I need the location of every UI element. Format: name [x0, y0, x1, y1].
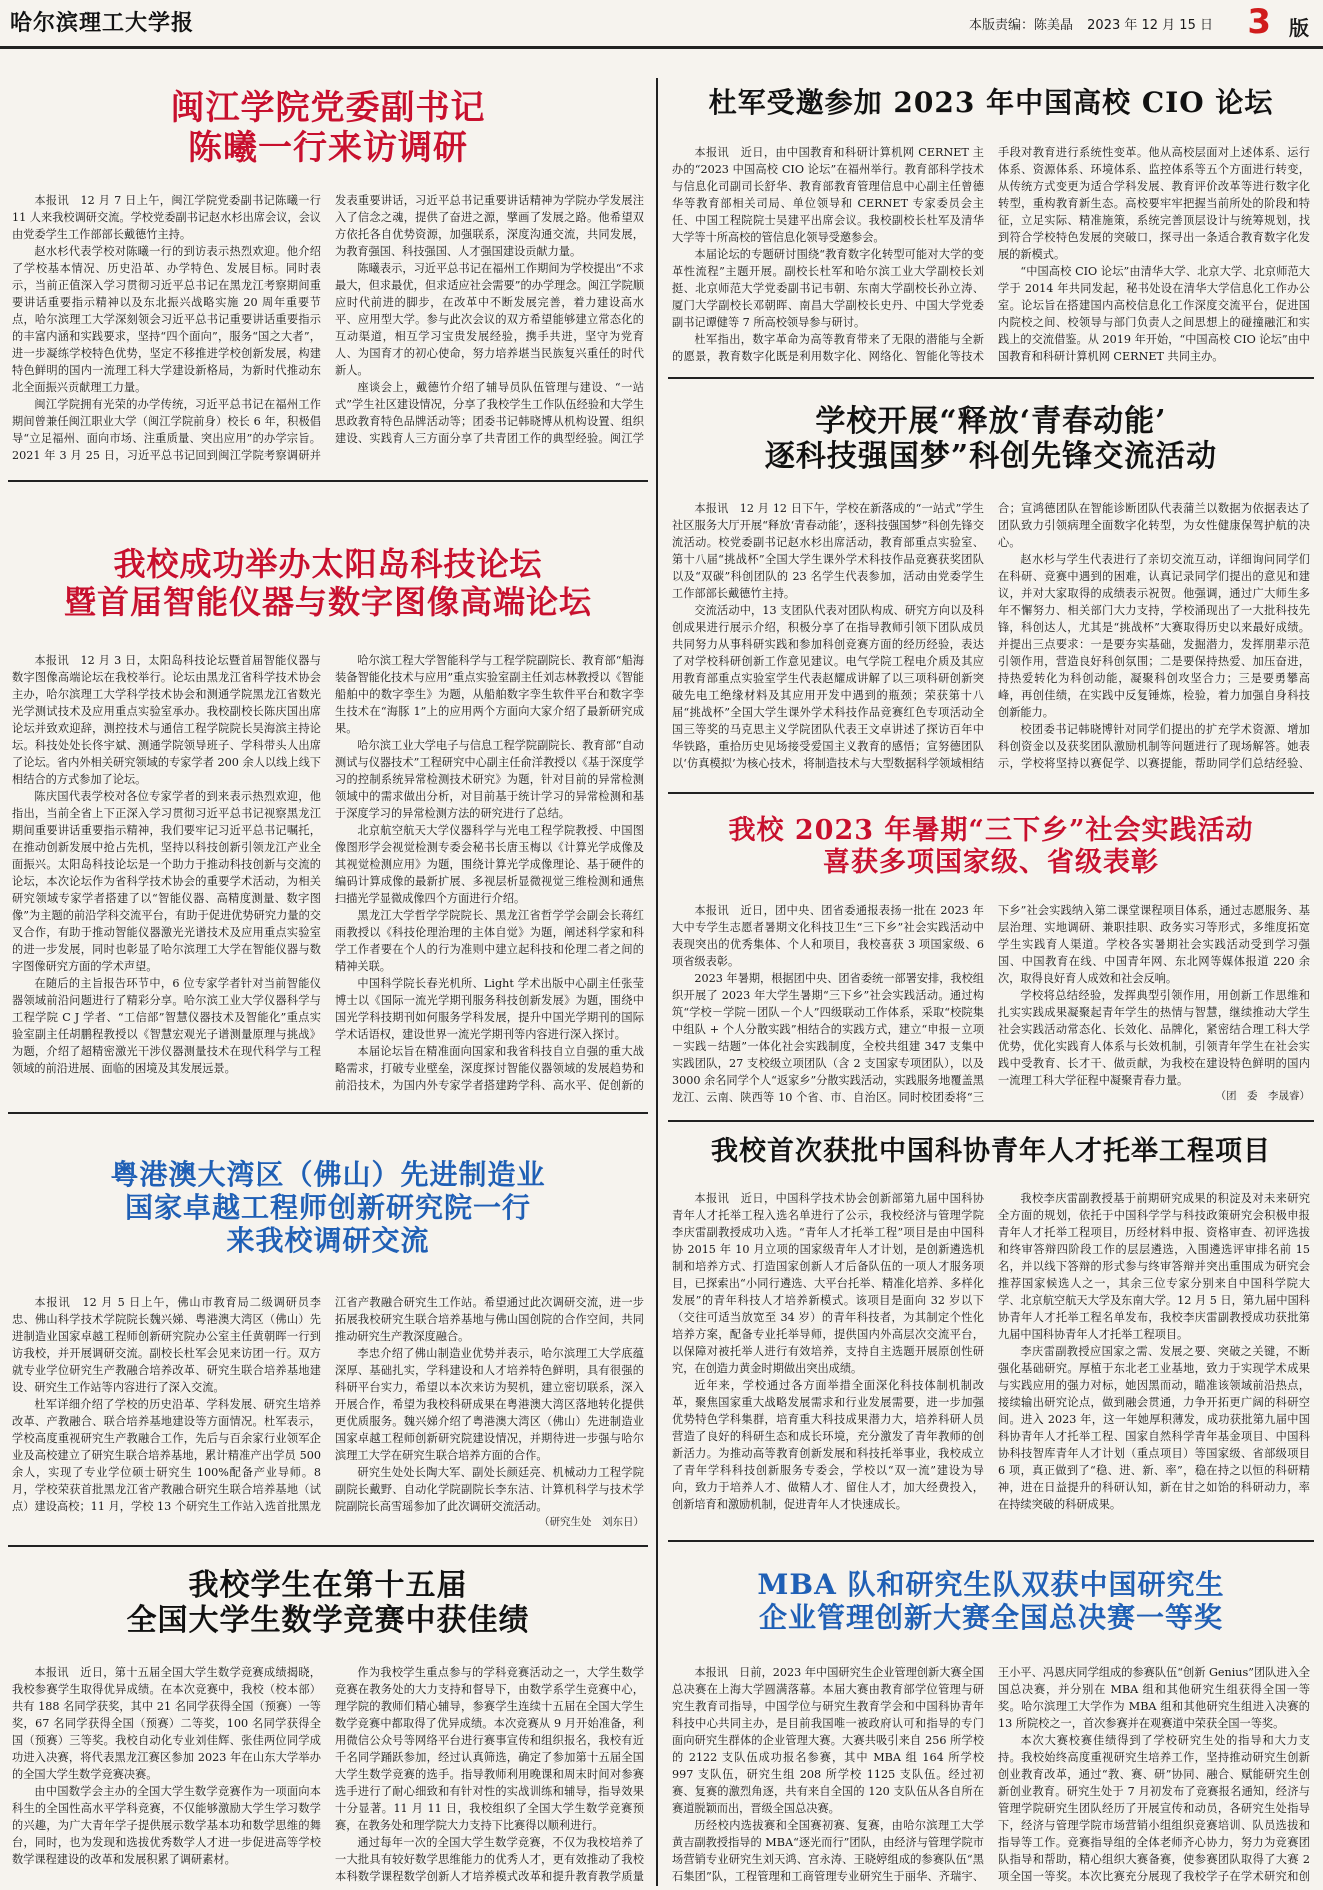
a3-title-line2: 国家卓越工程师创新研究院一行	[124, 1191, 531, 1225]
b2-paragraph: 校团委书记韩晓博针对同学们提出的扩充学术资源、增加科创资金以及获奖团队激励机制等问题进行了现场解答。她表示，学校将坚持以赛促学、以赛提能，帮助同学们总结经验、	[998, 723, 1310, 771]
a2-paragraph: 哈尔滨工程大学智能科学与工程学院副院长、教育部“船海装备智能化技术与应用”重点实验室副主任刘志林教授以《智能船舶中的数字孪生》为题，从船舶数字孪生软件平台和数字孪生技术在“海豚 1”上的应用两个方面向大家介绍了最新研究成果。	[335, 654, 644, 736]
b1-paragraph: 杜军指出，数字革命为高等教育带来了无限的潜能与全新的愿景，教育数字化既是利用数字化、网络化、智能化等技术手段对教育进行系统性变革。他从高校层面对上述体系、运行体系、资源体系、环境体系、监控体系等五个方面进行转变，从传统方式变更为适合学科发展、教育评价改革等进行数字化转型，重构教育新生态。高校要牢牢把握当前所处的阶段和特征，立足实际、精准施策，系统完善顶层设计与统筹规划，找到符合学校特色发展的突破口，探寻出一条适合教育数字化发展的新模式。	[672, 146, 1310, 364]
b4-paragraph: 近年来，学校通过各方面举措全面深化科技体制机制改革，聚焦国家重大战略发展需求和行业发展需要，进一步加强优势特色学科集群，培育重大科技成果潜力大，培养科研人员营造了良好的科研生态和成长环境，充分激发了青年教师的创新活力。为推动高等教育创新发展和科技托举事业，我校成立了青年学科科技创新服务专委会，学校以“双一流”建设为导向，致力于培养人才、做精人才、留住人才，加大经费投入，创新培育和激励机制，促进青年人才快速成长。	[672, 1379, 984, 1512]
article-b2-body	[672, 500, 1310, 788]
a3-title-line3: 来我校调研交流	[226, 1224, 430, 1258]
a3-paragraph: 本报讯 12 月 5 日上午，佛山市教育局二级调研员李忠、佛山科学技术学院院长魏兴娣、粤港澳大湾区（佛山）先进制造业国家卓越工程师创新研究院办公室主任黄朝晖一行到访我校，并开展调研交流。副校长杜军会见来访团一行。双方就专业学位研究生产教融合培养改革、研究生联合培养基地建设、研究生工作站等内容进行了深入交流。	[12, 1296, 321, 1395]
a3-paragraph: 杜军详细介绍了学校的历史沿革、学科发展、研究生培养改革、产教融合、联合培养基地建设等方面情况。杜军表示，学校高度重视研究生产教融合工作，先后与百余家行业领军企业及高校建立了研究生联合培养基地，累计精准产出学员 500 余人，实现了专业学位硕士研究生 100%配备产业导师。8 月，学校荣获首批黑龙江省产教融合研究生联合培养基地（试点）建设高校；11 月，学校 13 个研究生工作站入选首批黑龙江省产教融合研究生工作站。希望通过此次调研交流，进一步拓展我校研究生联合培养基地与佛山国创院的合作空间，共同推动研究生产教深度融合。	[12, 1296, 644, 1514]
divider-left-2	[8, 1112, 648, 1114]
a3-paragraph: 研究生处处长陶大军、副处长颜廷亮、机械动力工程学院副院长戴野、自动化学院副院长李东洁、计算机科学与技术学院副院长高雪瑶参加了此次调研交流活动。	[335, 1466, 644, 1514]
article-b3-title	[668, 815, 1314, 891]
article-a1-title	[10, 88, 646, 178]
page-suffix: 版	[1289, 16, 1309, 40]
a2-paragraph: 黑龙江大学哲学学院院长、黑龙江省哲学学会副会长蒋红雨教授以《科技伦理治理的主体自觉》为题，阐述科学家和科学工作者要在个人的行为准则中建立起科技和伦理二者之间的精神关联。	[335, 909, 644, 974]
b2-title-line1: 学校开展“释放‘青春动能’	[815, 404, 1167, 439]
a2-paragraph: 本报讯 12 月 3 日，太阳岛科技论坛暨首届智能仪器与数字图像高端论坛在我校举行。论坛由黑龙江省科学技术协会主办，哈尔滨理工大学科学技术协会和测通学院黑龙江省数光光学测试技术及应用重点实验室承办。我校副校长陈庆国出席论坛并致欢迎辞，测控技术与通信工程学院院长吴海滨主持论坛。科技处处长佟宇斌、测通学院领导班子、学科带头人出席了论坛。省内外相关研究领域的专家学者 200 余人以线上线下相结合的方式参加了论坛。	[12, 654, 321, 787]
article-a4-body	[12, 1664, 644, 1886]
b1-paragraph: “中国高校 CIO 论坛”由清华大学、北京大学、北京师范大学于 2014 年共同发起，秘书处设在清华大学信息化工作办公室。论坛旨在搭建国内高校信息化工作深度交流平台，促进国内院校之间、校领导与部门负责人之间思想上的碰撞融汇和实践上的交流借鉴。从 2019 年开始，“中国高校 CIO 论坛”由中国教育和科研计算机网 CERNET 共同主办。	[998, 265, 1310, 364]
a2-paragraph: 哈尔滨工业大学电子与信息工程学院副院长、教育部“自动测试与仪器技术”工程研究中心副主任俞洋教授以《基于深度学习的控制系统异常检测技术研究》为题，针对目前的异常检测领域中的需求做出分析，对目前基于统计学习的异常检测和基于深度学习的异常检测方法的研究进行了总结。	[335, 739, 644, 821]
center-divider	[656, 78, 658, 1886]
issue-info	[959, 14, 1213, 33]
b3-paragraph: 2023 年暑期，根据团中央、团省委统一部署安排，我校组织开展了 2023 年大学生暑期“三下乡”社会实践活动。通过构筑“学校－学院－团队－个人”四级联动工作体系，采取“校院集中组队 + 个人分散实践”相结合的实践方式，建立“申报－立项－实践－结题”一体化社会实践制度，全校共组建 347 支集中实践团队，27 支校级立项团队（含 2 支国家专项团队），以及 3000 余名同学个人“返家乡”分散实践活动，实践服务地覆盖黑龙江、云南、陕西等 10 个省、市、自治区。同时校团委将“三下乡”社会实践纳入第二课堂课程项目体系，通过志愿服务、基层治理、实地调研、兼职挂职、政务实习等形式，多维度拓宽学生实践育人渠道。学校各实暑期社会实践活动受到学习强国、中国教育在线、中国青年网、东北网等媒体报道 220 余次，取得良好育人成效和社会反响。	[672, 904, 1310, 1105]
a3-title-line1: 粤港澳大湾区（佛山）先进制造业	[110, 1158, 546, 1191]
b5-title-line2: 企业管理创新大赛全国总决赛一等奖	[758, 1601, 1223, 1635]
b5-paragraph: 历经校内选拔赛和全国赛初赛、复赛，由哈尔滨理工大学黄吉副教授指导的 MBA“逐光而行”团队，由经济与管理学院市场营销专业研究生刘天鸿、宫永涛、王晓婷组成的参赛队伍“黑石集团”队，工程管理和工商管理专业研究生于丽华、齐瑞宇、王小平、冯恩庆同学组成的参赛队伍“创新 Genius”团队进入全国总决赛，并分别在 MBA 组和其他研究生组获得全国一等奖。哈尔滨理工大学作为 MBA 组和其他研究生组进入决赛的 13 所院校之一，首次参赛并在观赛道中荣获全国一等奖。	[672, 1666, 1310, 1884]
a4-title-line2: 全国大学生数学竞赛中获佳绩	[126, 1603, 530, 1639]
b4-paragraph: 本报讯 近日，中国科学技术协会创新部第九届中国科协青年人才托举工程入选名单进行了公示，我校经济与管理学院李庆雷副教授成功入选。“青年人才托举工程”项目是由中国科协 2015 年 10 月立项的国家级青年人才计划，是创新遴选机制和培养方式、打造国家创新人才后备队伍的一项人才服务项目，已探索出“小同行遴选、大平台托举、精准化培养、多样化发展”的青年科技人才培养新模式。该项目是面向 32 岁以下（交往可适当放宽至 34 岁）的青年科技者，为其制定个性化培养方案，配备专业托举导师，提供国内外高层次交流平台，以保障对被托举人进行有效培养，支持自主选题开展原创性研究，在创造力黄金时期做出突出成绩。	[672, 1192, 984, 1376]
a4-paragraph: 本报讯 近日，第十五届全国大学生数学竞赛成绩揭晓，我校参赛学生取得优异成绩。在本次竞赛中，我校（校本部）共有 188 名同学获奖，其中 21 名同学获得全国（预赛）一等奖，67 名同学获得全国（预赛）二等奖，100 名同学获得全国（预赛）三等奖。我校自动化专业刘佳辉、张佳两位同学成功进入决赛，将代表黑龙江赛区参加 2023 年在山东大学举办的全国大学生数学竞赛决赛。	[12, 1666, 321, 1782]
article-b1-title	[668, 86, 1314, 130]
divider-left-3	[8, 1545, 648, 1547]
header-rule	[0, 46, 1323, 49]
a4-paragraph: 作为我校学生重点参与的学科竞赛活动之一，大学生数学竞赛在教务处的大力支持和督导下，由数学系学生竞赛中心，理学院的教师们精心辅导，参赛学生连续十五届在全国大学生数学竞赛中都取得了优异成绩。本次竞赛从 9 月开始准备，利用微信公众号等网络平台进行赛事宣传和组织报名，我校有近千名同学踊跃参加，经过认真筛选，确定了参加第十五届全国大学生数学竞赛的选手。指导教师利用晚课和周末时间对参赛选手进行了耐心细致和有针对性的实战训练和辅导，指导效果十分显著。11 月 11 日，我校组织了全国大学生数学竞赛预赛，在教务处和理学院大力支持下比赛得以顺利进行。	[335, 1666, 644, 1833]
article-a4-title	[10, 1568, 646, 1654]
a1-title-line2: 陈曦一行来访调研	[188, 128, 468, 169]
divider-right-4	[668, 1540, 1314, 1542]
b2-paragraph: 本报讯 12 月 12 日下午，学校在新落成的“一站式”学生社区服务大厅开展“释放‘青春动能’，逐科技强国梦”科创先锋交流活动。校党委副书记赵水杉出席活动，教育部重点实验室、第十八届“挑战杯”全国大学生课外学术科技作品竞赛获奖团队以及“双碳”科创团队的 23 名学生代表参加，活动由党委学生工作部部长戴德竹主持。	[672, 502, 984, 601]
article-b2-title	[668, 404, 1314, 488]
b3-title-line1: 我校 2023 年暑期“三下乡”社会实践活动	[728, 815, 1254, 846]
a1-paragraph: 赵水杉代表学校对陈曦一行的到访表示热烈欢迎。他介绍了学校基本情况、历史沿革、办学特色、发展目标。同时表示，当前正值深入学习贯彻习近平总书记在黑龙江考察期间重要讲话重要指示精神以及东北振兴战略实施 20 周年重要节点，哈尔滨理工大学深刻领会习近平总书记重要讲话重要指示的丰富内涵和实践要求，坚持“四个面向”，服务“国之大者”，进一步凝练学校特色优势，坚定不移推进学校创新发展，构建特色鲜明的国内一流理工科大学建设新格局，为新时代推动东北全面振兴贡献理工力量。	[12, 245, 321, 395]
a4-paragraph: 由中国数学会主办的全国大学生数学竞赛作为一项面向本科生的全国性高水平学科竞赛，不仅能够激励大学生学习数学的兴趣，为广大青年学子提供展示数学基本功和数学思维的舞台，同时，也为发现和选拔优秀数学人才进一步促进高等学校数学课程建设的改革和发展积累了调研素材。	[12, 1785, 321, 1867]
b3-paragraph: 学校将总结经验，发挥典型引领作用，用创新工作思维和扎实实践成果凝聚起青年学生的热情与智慧，继续推动大学生社会实践活动常态化、长效化、品牌化，紧密结合理工科大学优势，优化实践育人体系与长效机制，引领青年学生在社会实践中受教育、长才干、做贡献，为我校在建设特色鲜明的国内一流理工科大学征程中凝聚青春力量。	[998, 989, 1310, 1088]
b3-paragraph: 本报讯 近日，团中央、团省委通报表扬一批在 2023 年大中专学生志愿者暑期文化科技卫生“三下乡”社会实践活动中表现突出的优秀集体、个人和项目，我校喜获 3 项国家级、6 项省级表彰。	[672, 904, 984, 969]
b5-title-line1: MBA 队和研究生队双获中国研究生	[757, 1568, 1225, 1601]
a4-title-line1: 我校学生在第十五届	[188, 1568, 468, 1603]
a2-paragraph: 在随后的主旨报告环节中，6 位专家学者针对当前智能仪器领域前沿问题进行了精彩分享。哈尔滨工业大学仪器科学与工程学院 C J 学者、“工信部”智慧仪器技术及智能化”重点实验室副主任胡鹏程教授以《智慧宏观光子谱测量原理与挑战》为题，介绍了超精密激光干涉仪器测量技术在现代科学与工程领域的前沿进展、面临的困境及其发展远景。	[12, 977, 321, 1076]
b2-paragraph: 交流活动中，13 支团队代表对团队构成、研究方向以及科创成果进行展示介绍，积极分享了在指导教师引领下团队成员共同努力从事科研实践和参加科创竞赛方面的经历经验，表达了对学校科研创新工作意见建议。电气学院工程电介质及其应用教育部重点实验室学生代表赵耀成讲解了以三项科研创新突破先电工绝缘材料及其应用开发中遇到的瓶颈；荣获第十八届“挑战杯”全国大学生课外学术科技作品竞赛红色专项活动全国三等奖的马克思主义学院团队代表王文卓讲述了探访百年中华铁路，重拾历史见场接受爱国主义教育的感悟；宣努德团队以‘仿真模拟’为核心技术，将制造技术与大型数据科学领域相结合；宣鸿德团队在智能诊断团队代表蒲兰以数据为依据表达了团队致力引领病理全面数字化转型，为女性健康保驾护航的决心。	[672, 502, 1310, 771]
b5-paragraph: 本报讯 日前，2023 年中国研究生企业管理创新大赛全国总决赛在上海大学圆满落幕。本届大赛由教育部学位管理与研究生教育司指导，中国学位与研究生教育学会和中国科协青年科技中心共同主办，是目前我国唯一被政府认可和指导的专门面向研究生群体的企业管理大赛。大赛共吸引来自 256 所学校的 2122 支队伍成功报名参赛，其中 MBA 组 164 所学校 997 支队伍，研究生组 208 所学校 1125 支队伍。经过初赛、复赛的激烈角逐，共有来自全国的 120 支队伍从各自所在赛道脱颖而出，晋级全国总决赛。	[672, 1666, 984, 1816]
b3-credit: （团 委 李晟睿）	[1215, 1090, 1310, 1103]
article-b3-body	[672, 902, 1310, 1116]
b5-paragraph: 本次大赛校赛佳绩得到了学校研究生处的指导和大力支持。我校始终高度重视研究生培养工作，坚持推动研究生创新创业教育改革，通过“教、赛、研”协同、融合、赋能研究生创新创业教育。研究生处于 7 月初发布了竞赛报名通知，经济与管理学院研究生团队经历了开展宣传和动员，各研究生处指导下，经济与管理学院市场营销小组组织竞赛培训、队员选拔和指导等工作。竞赛指导组的全体老师齐心协力，努力为竞赛团队指导和帮助，精心组织大赛备赛，使参赛团队取得了大赛 2 项全国一等奖。本次比赛充分展现了我校学子在学术研究和创	[998, 1734, 1310, 1884]
divider-right-1	[668, 377, 1314, 379]
masthead-logo: 哈尔滨理工大学报	[10, 10, 195, 36]
article-a3-body	[12, 1294, 644, 1540]
b2-title-line2: 逐科技强国梦”科创先锋交流活动	[764, 439, 1218, 475]
a1-paragraph: 闽江学院拥有光荣的办学传统，习近平总书记在福州工作期间曾兼任闽江职业大学（闽江学院前身）校长 6 年，积极倡导“立足福州、面向市场、注重质量、突出应用”的办学宗旨。2021 年 3 月 25 日，习近平总书记回到闽江学院考察调研并发表重要讲话，习近平总书记重要讲话精神为学院办学发展注入了信念之魂，提供了奋进之源，擘画了发展之路。他希望双方依托各自优势资源，加强联系，深度沟通交流，共同发展，为教育强国、科技强国、人才强国建设贡献力量。	[12, 194, 644, 463]
article-a1-body	[12, 192, 644, 474]
a2-paragraph: 北京航空航天大学仪器科学与光电工程学院教授、中国图像图形学会视觉检测专委会秘书长唐玉梅以《计算光学成像及其视觉检测应用》为题，围绕计算光学成像理论、基于硬件的编码计算成像的最新扩展、多视层析显微视觉三维检测和通焦扫描光学显微成像四个方面进行介绍。	[335, 824, 644, 906]
a2-paragraph: 中国科学院长春光机所、Light 学术出版中心副主任张莹博士以《国际一流光学期刊服务科技创新发展》为题，围绕中国光学科技期刊如何服务学科发展，提升中国光学期刊的国际学术话语权，建设世界一流光学期刊等内容进行深入探讨。	[335, 977, 644, 1042]
b1-paragraph: 本届论坛的专题研讨围绕“教育数字化转型可能对大学的变革性流程”主题开展。副校长杜军和哈尔滨工业大学副校长刘挺、北京师范大学党委副书记韦朝、东南大学副校长孙立涛、厦门大学副校长邓朝晖、南昌大学副校长史丹、中国大学党委副书记谭健等 7 所高校领导参与研讨。	[672, 248, 984, 330]
article-a2-body	[12, 652, 644, 1106]
divider-right-2	[668, 792, 1314, 794]
b4-paragraph: 我校李庆雷副教授基于前期研究成果的积淀及对未来研究全方面的规划，依托于中国科学学与科技政策研究会积极申报青年人才托举工程项目，历经材料申报、资格审查、初评选拔和终审答辩四阶段工作的层层遴选，入围遴选评审排名前 15 名，并以线下答辩的形式参与终审答辩并突出重围成为研究会推荐国家候选人之一，其余三位专家分别来自中国科学院大学、北京航空航天大学及东南大学。12 月 5 日，第九届中国科协青年人才托举工程名单发布，我校李庆雷副教授成功获批第九届中国科协青年人才托举工程项目。	[998, 1192, 1310, 1342]
article-a3-title	[10, 1158, 646, 1284]
a2-title-line1: 我校成功举办太阳岛科技论坛	[113, 546, 543, 583]
b2-paragraph: 赵水杉与学生代表进行了亲切交流互动，详细询问同学们在科研、竞赛中遇到的困难，认真记录同学们提出的意见和建议，并对大家取得的成绩表示祝贺。他强调，通过广大师生多年不懈努力、相关部门大力支持，学校涌现出了一大批科技先锋，科创达人，尤其是“挑战杯”大赛取得历史以来最好成绩。并提出三点要求：一是要夯实基础，发掘潜力，发挥朋辈示范引领作用，营造良好科创氛围；二是要保持热爱、加压奋进，持热爱转化为科创动能，凝聚科创攻坚合力；三是要勇攀高峰，再创佳绩，在实践中反复锤炼，检验，着力加强自身科技创新能力。	[998, 553, 1310, 720]
article-b5-title	[668, 1568, 1314, 1652]
a3-credit: （研究生处 刘东日）	[539, 1516, 644, 1529]
a1-paragraph: 本报讯 12 月 7 日上午，闽江学院党委副书记陈曦一行 11 人来我校调研交流。学校党委副书记赵水杉出席会议，会议由党委学生工作部部长戴德竹主持。	[12, 194, 321, 242]
divider-right-3	[668, 1120, 1314, 1122]
b4-paragraph: 李庆雷副教授应国家之需、发展之要、突破之关键，不断强化基础研究。厚植于东北老工业基地，致力于实现学术成果与实践应用的强力对标，她因黑而动，瞄准该领域前沿热点，接续输出研究论点，做到融会贯通，力争开拓更广阔的科研空间。进入 2023 年，这一年她厚积薄发，成功获批第九届中国科协青年人才托举工程、国家自然科学青年基金项目、中国科协科技智库青年人才计划（重点项目）等国家级、省部级项目 6 项，真正做到了“稳、进、新、率”，稳在持之以恒的科研精神，进在日益提升的科研认知，新在甘之如饴的科研动力，率在持续突破的科研成果。	[998, 1345, 1310, 1512]
article-b5-body	[672, 1664, 1310, 1886]
b3-title-line2: 喜获多项国家级、省级表彰	[823, 846, 1159, 878]
b1-title-line: 杜军受邀参加 2023 年中国高校 CIO 论坛	[708, 86, 1274, 119]
a2-paragraph: 本届论坛旨在精准面向国家和我省科技自立自强的重大战略需求，打破专业壁垒，深度探讨智能仪器领域的发展趋势和前沿技术，为国内外专家学者搭建跨学科、高水平、促创新的	[335, 1045, 644, 1093]
page-number: 3	[1247, 2, 1271, 42]
article-b4-title	[668, 1136, 1314, 1180]
a1-paragraph: 座谈会上，戴德竹介绍了辅导员队伍管理与建设、“一站式”学生社区建设情况，分享了我校学生工作队伍经验和大学生思政教育特色品牌活动等；团委书记韩晓博从机构设置、组织建设、实践育人三方面分享了共青团工作的典型经验。闽江学	[335, 381, 644, 446]
divider-left-1	[8, 480, 648, 482]
article-b1-body	[672, 144, 1310, 372]
a3-paragraph: 李忠介绍了佛山制造业优势并表示，哈尔滨理工大学底蕴深厚、基础扎实，学科建设和人才培养特色鲜明，具有很强的科研平台实力，希望以本次来访为契机，建立密切联系，深入开展合作，希望为我校科研成果在粤港澳大湾区落地转化提供更优质服务。魏兴娣介绍了粤港澳大湾区（佛山）先进制造业国家卓越工程师创新研究院建设情况，并期待进一步强与哈尔滨理工大学在研究生联合培养方面的合作。	[335, 1347, 644, 1463]
b1-paragraph: 本报讯 近日，由中国教育和科研计算机网 CERNET 主办的“2023 中国高校 CIO 论坛”在福州举行。教育部科学技术与信息化司副司长舒华、教育部教育管理信息中心副主任曾德华等教育部相关司局、单位领导和 CERNET 专家委员会主任、中国工程院院士吴建平出席会议。我校副校长杜军及清华大学等十所高校的管信息化领导受邀参会。	[672, 146, 984, 245]
issue-date: 2023 年 12 月 15 日	[1087, 18, 1213, 33]
a1-paragraph: 陈曦表示，习近平总书记在福州工作期间为学校提出“不求最大，但求最优，但求适应社会需要”的办学理念。闽江学院顺应时代前进的脚步，在改革中不断发展完善，着力建设高水平、应用型大学。参与此次会议的双方希望能够建立常态化的互动渠道，相互学习宝贵发展经验，携手共进，坚守为党育人、为国育才的初心使命，努力培养堪当民族复兴重任的时代新人。	[335, 262, 644, 378]
article-a2-title	[10, 546, 646, 632]
a1-title-line1: 闽江学院党委副书记	[170, 88, 486, 128]
a4-paragraph: 通过每年一次的全国大学生数学竞赛，不仅为我校培养了一大批具有较好数学思维能力的优秀人才，更有效推动了我校本科数学课程数学创新人才培养模式改革和提升教育教学质量	[335, 1836, 644, 1884]
a2-paragraph: 陈庆国代表学校对各位专家学者的到来表示热烈欢迎，他指出，当前全省上下正深入学习贯彻习近平总书记视察黑龙江期间重要讲话重要指示精神，我们要牢记习近平总书记嘱托，在推动创新发展中抢占先机，坚持以科技创新引领龙江产业全面振兴。太阳岛科技论坛是一个助力于推动科技创新与交流的论坛，本次论坛作为省科学技术协会的重要学术活动，为相关研究领域专家学者搭建了以“智能仪器、高精度测量、数字图像”为主题的前沿学科交流平台，有助于促进优势研究力量的交叉合作，有助于推动智能仪器激光光谱技术及应用重点实验室的进一步发展，同时也彰显了哈尔滨理工大学在智能仪器与数字图像研究方面的学术声望。	[12, 790, 321, 974]
article-b4-body	[672, 1190, 1310, 1535]
editor-text: 本版责编：陈美晶	[969, 18, 1074, 33]
a2-title-line2: 暨首届智能仪器与数字图像高端论坛	[63, 582, 592, 621]
b4-title-line: 我校首次获批中国科协青年人才托举工程项目	[711, 1136, 1271, 1167]
